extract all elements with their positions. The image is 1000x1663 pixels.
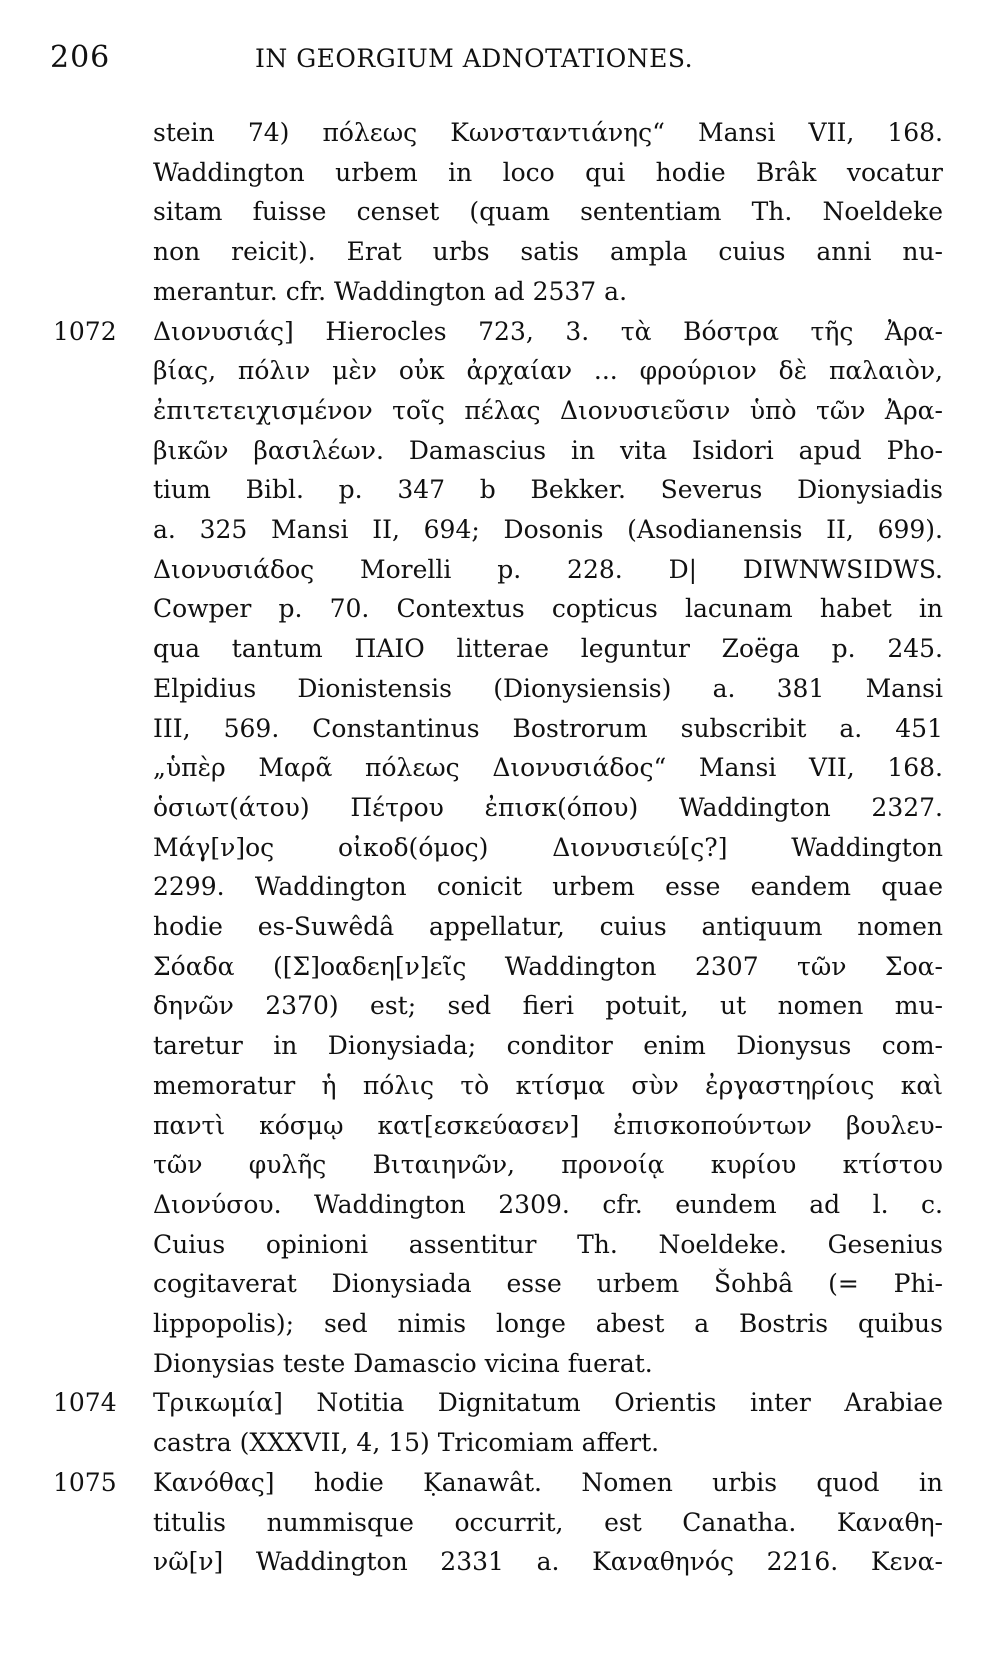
line-text: παντὶ κόσμῳ κατ[εσκεύασεν] ἐπισκοπούντων βουλευ- <box>153 1110 943 1140</box>
line-text: Διονυσιάς] Hierocles 723, 3. τὰ Βόστρα τῆς Ἀρα- <box>153 316 943 346</box>
line-text: ὁσιωτ(άτου) Πέτρου ἐπισκ(όπου) Waddington 2327. <box>153 792 943 822</box>
text-line <box>0 311 1000 353</box>
page-number: 206 <box>50 40 111 75</box>
text-line <box>0 1184 1000 1226</box>
text-line <box>0 946 1000 988</box>
line-text: Waddington urbem in loco qui hodie Brâk vocatur <box>153 157 943 187</box>
text-line <box>0 985 1000 1027</box>
text-line <box>0 191 1000 233</box>
text-line <box>0 827 1000 869</box>
line-text: castra (XXXVII, 4, 15) Tricomiam affert. <box>153 1428 660 1458</box>
text-line <box>0 549 1000 591</box>
line-text: Σόαδα ([Σ]οαδεη[ν]εῖς Waddington 2307 τῶν Σοα- <box>153 951 943 981</box>
text-line <box>0 747 1000 789</box>
line-text: a. 325 Mansi II, 694; Dosonis (Asodianensis II, 699). <box>153 515 943 544</box>
line-text: δηνῶν 2370) est; sed fieri potuit, ut nomen mu- <box>153 991 943 1021</box>
text-line <box>0 1144 1000 1186</box>
text-line <box>0 708 1000 750</box>
text-line <box>0 588 1000 630</box>
line-text: memoratur ἡ πόλις τὸ κτίσμα σὺν ἐργαστηρίοις καὶ <box>153 1070 943 1100</box>
text-line <box>0 1065 1000 1107</box>
text-line <box>0 152 1000 194</box>
line-text: Κανόθας] hodie Ḳanawât. Nomen urbis quod in <box>153 1467 943 1497</box>
text-line <box>0 1382 1000 1424</box>
line-text: Dionysias teste Damascio vicina fuerat. <box>153 1348 653 1378</box>
line-text: νῶ[ν] Waddington 2331 a. Καναθηνός 2216. Κενα- <box>153 1547 943 1577</box>
text-line <box>0 668 1000 710</box>
line-text: βικῶν βασιλέων. Damascius in vita Isidori apud Pho- <box>153 435 943 465</box>
line-text: cogitaverat Dionysiada esse urbem Šohbâ (= Phi- <box>153 1269 943 1299</box>
text-line <box>0 469 1000 511</box>
line-text: III, 569. Constantinus Bostrorum subscribit a. 451 <box>153 713 943 743</box>
text-line <box>0 1224 1000 1266</box>
line-text: ἐπιτετειχισμένον τοῖς πέλας Διονυσιεῦσιν ὑπὸ τῶν Ἀρα- <box>153 395 943 425</box>
text-line <box>0 1303 1000 1345</box>
text-line <box>0 1025 1000 1067</box>
line-text: Διονυσιάδος Morelli p. 228. D| DIWNWSIDWS. <box>153 554 943 584</box>
line-text: τῶν φυλῆς Βιταιηνῶν, προνοίᾳ κυρίου κτίστου <box>153 1150 943 1180</box>
line-number: 1072 <box>53 316 117 346</box>
line-text: „ὑπὲρ Μαρᾶ πόλεως Διονυσιάδος“ Mansi VII, 168. <box>153 753 943 783</box>
line-text: Τρικωμία] Notitia Dignitatum Orientis inter Arabiae <box>153 1388 943 1418</box>
line-number: 1075 <box>53 1467 117 1497</box>
text-line <box>0 430 1000 472</box>
line-text: taretur in Dionysiada; conditor enim Dionysus com- <box>153 1031 943 1061</box>
line-text: Cowper p. 70. Contextus copticus lacunam habet in <box>153 594 943 624</box>
text-line <box>0 1462 1000 1504</box>
line-text: merantur. cfr. Waddington ad 2537 a. <box>153 276 628 306</box>
line-text: lippopolis); sed nimis longe abest a Bostris quibus <box>153 1309 943 1338</box>
text-line <box>0 112 1000 154</box>
line-text: hodie es-Suwêdâ appellatur, cuius antiquum nomen <box>153 912 943 941</box>
text-line <box>0 787 1000 829</box>
text-line <box>0 271 1000 313</box>
text-line <box>0 628 1000 670</box>
line-text: non reicit). Erat urbs satis ampla cuius anni nu- <box>153 237 943 267</box>
line-text: titulis nummisque occurrit, est Canatha. Καναθη- <box>153 1507 943 1537</box>
text-line <box>0 1541 1000 1583</box>
line-text: tium Bibl. p. 347 b Bekker. Severus Dionysiadis <box>153 475 943 505</box>
line-text: stein 74) πόλεως Κωνσταντιάνης“ Mansi VII, 168. <box>153 118 943 147</box>
line-text: Διονύσου. Waddington 2309. cfr. eundem ad l. c. <box>153 1189 943 1219</box>
line-text: sitam fuisse censet (quam sententiam Th. Noeldeke <box>153 197 943 227</box>
text-line <box>0 350 1000 392</box>
text-line <box>0 1343 1000 1385</box>
line-number: 1074 <box>53 1388 117 1418</box>
text-line <box>0 1263 1000 1305</box>
line-text: βίας, πόλιν μὲν οὐκ ἀρχαίαν ... φρούριον δὲ παλαιὸν, <box>153 356 943 386</box>
running-title: IN GEORGIUM ADNOTATIONES. <box>255 44 694 73</box>
line-text: Cuius opinioni assentitur Th. Noeldeke. Gesenius <box>153 1229 943 1259</box>
text-line <box>0 1502 1000 1544</box>
line-text: Elpidius Dionistensis (Dionysiensis) a. 381 Mansi <box>153 673 943 703</box>
line-text: 2299. Waddington conicit urbem esse eandem quae <box>153 872 943 902</box>
text-line <box>0 1422 1000 1464</box>
text-line <box>0 231 1000 273</box>
text-line <box>0 866 1000 908</box>
text-line <box>0 1105 1000 1147</box>
line-text: qua tantum ΠΑΙΟ litterae leguntur Zoëga p. 245. <box>153 634 943 664</box>
text-line <box>0 390 1000 432</box>
text-line <box>0 906 1000 948</box>
line-text: Μάγ[ν]ος οἰκοδ(όμος) Διονυσιεύ[ς?] Waddington <box>153 832 943 862</box>
text-line <box>0 509 1000 551</box>
